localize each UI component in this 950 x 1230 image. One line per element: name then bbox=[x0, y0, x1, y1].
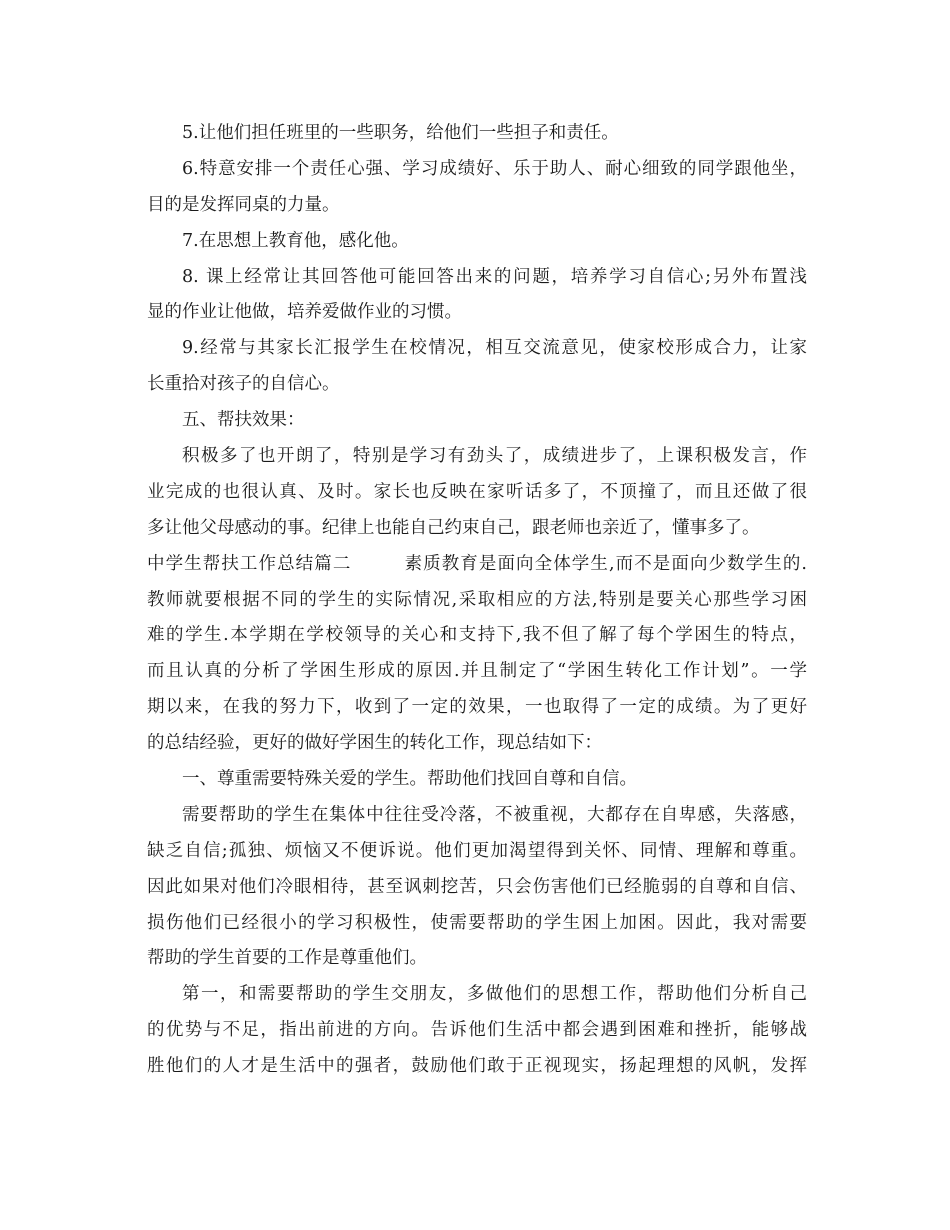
text-line: 积极多了也开朗了，特别是学习有劲头了，成绩进步了，上课积极发言，作 bbox=[182, 446, 807, 467]
text-line: 目的是发挥同桌的力量。 bbox=[147, 194, 340, 215]
text-line: 第一，和需要帮助的学生交朋友，多做他们的思想工作，帮助他们分析自己 bbox=[182, 984, 807, 1005]
text-line: 长重拾对孩子的自信心。 bbox=[147, 374, 340, 395]
text-line: 难的学生.本学期在学校领导的关心和支持下,我不但了解了每个学困生的特点， bbox=[147, 625, 807, 646]
text-line: 多让他父母感动的事。纪律上也能自己约束自己，跟老师也亲近了，懂事多了。 bbox=[147, 517, 760, 538]
text-line: 教师就要根据不同的学生的实际情况,采取相应的方法,特别是要关心那些学习困 bbox=[147, 589, 807, 610]
text-line: 胜他们的人才是生活中的强者，鼓励他们敢于正视现实，扬起理想的风帆，发挥 bbox=[147, 1056, 807, 1077]
text-line: 帮助的学生首要的工作是尊重他们。 bbox=[147, 948, 427, 969]
document-body bbox=[147, 116, 807, 1085]
text-line: 8. 课上经常让其回答他可能回答出来的问题，培养学习自信心;另外布置浅 bbox=[182, 266, 807, 287]
text-line: 而且认真的分析了学困生形成的原因.并且制定了“学困生转化工作计划”。一学 bbox=[147, 661, 807, 682]
text-line: 损伤他们已经很小的学习积极性，使需要帮助的学生困上加困。因此，我对需要 bbox=[147, 912, 807, 933]
section-heading: 五、帮扶效果： bbox=[182, 410, 305, 431]
text-line: 因此如果对他们冷眼相待，甚至讽刺挖苦，只会伤害他们已经脆弱的自尊和自信、 bbox=[147, 876, 807, 897]
text-line: 业完成的也很认真、及时。家长也反映在家听话多了，不顶撞了，而且还做了很 bbox=[147, 481, 807, 502]
text-line: 的总结经验，更好的做好学困生的转化工作，现总结如下： bbox=[147, 733, 602, 754]
text-line: 5.让他们担任班里的一些职务，给他们一些担子和责任。 bbox=[182, 123, 619, 143]
text-line: 显的作业让他做，培养爱做作业的习惯。 bbox=[147, 302, 462, 323]
text-line: 期以来，在我的努力下，收到了一定的效果，一也取得了一定的成绩。为了更好 bbox=[147, 697, 807, 718]
text-line: 缺乏自信;孤独、烦恼又不便诉说。他们更加渴望得到关怀、同情、理解和尊重。 bbox=[147, 840, 807, 861]
text-line: 中学生帮扶工作总结篇二 素质教育是面向全体学生,而不是面向少数学生的. bbox=[147, 553, 807, 574]
text-line: 6.特意安排一个责任心强、学习成绩好、乐于助人、耐心细致的同学跟他坐， bbox=[182, 158, 807, 179]
text-line: 需要帮助的学生在集体中往往受冷落，不被重视，大都存在自卑感，失落感， bbox=[182, 804, 807, 825]
section-heading: 一、尊重需要特殊关爱的学生。帮助他们找回自尊和自信。 bbox=[182, 769, 637, 790]
text-line: 的优势与不足，指出前进的方向。告诉他们生活中都会遇到困难和挫折，能够战 bbox=[147, 1020, 807, 1041]
text-line: 9.经常与其家长汇报学生在校情况，相互交流意见，使家校形成合力，让家 bbox=[182, 338, 807, 359]
text-line: 7.在思想上教育他，感化他。 bbox=[182, 230, 409, 251]
